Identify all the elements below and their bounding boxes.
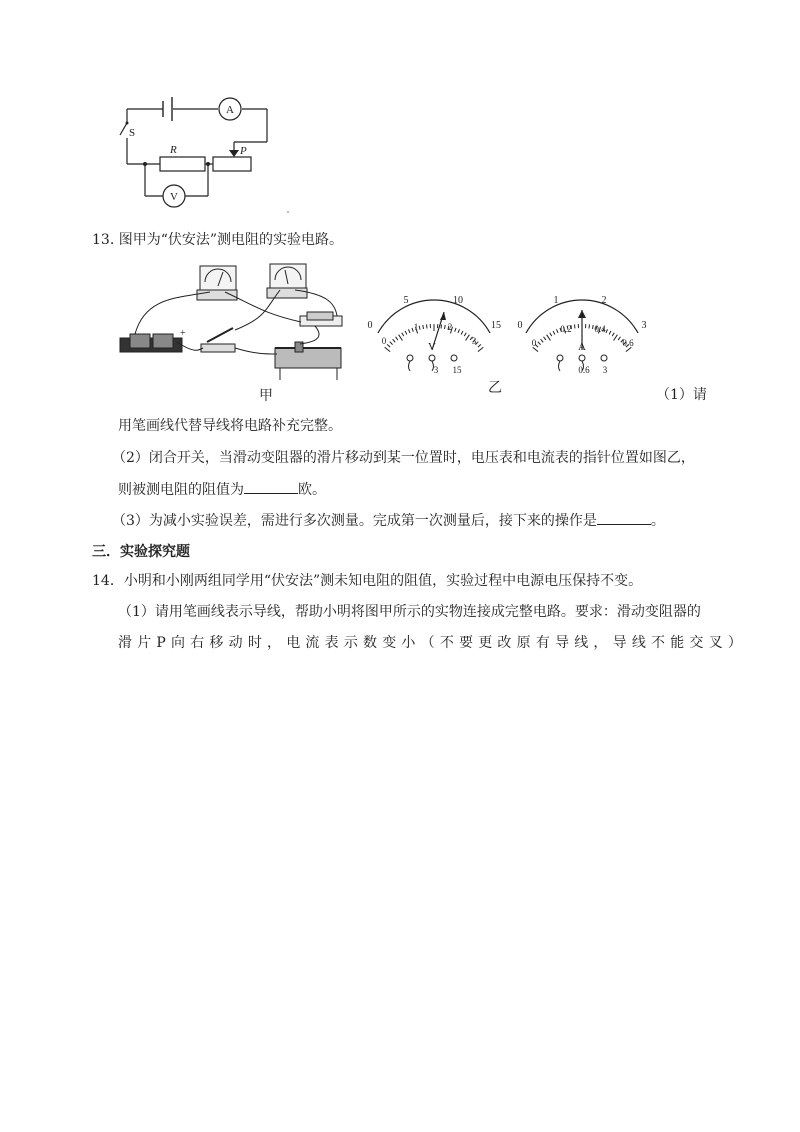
dial-tick [614,335,618,341]
dial-tick [399,335,403,341]
ammeter-dial [508,288,658,380]
q14-number: 14． [92,573,124,589]
v-terminal-15: 15 [452,365,462,375]
q13-part2-line2 [118,479,326,500]
dial-tick [390,342,393,345]
dial-tick [419,326,420,330]
a-unit: A [578,341,586,353]
dial-tick [408,329,410,333]
dial-tick [550,333,552,336]
q13-part3-post: 。 [650,513,665,529]
dial-tick [458,329,460,333]
a-outer-0: 0 [517,320,523,331]
q14-stem: 小明和小刚两组同学用“伏安法”测未知电阻的阻值，实验过程中电源电压保持不变。 [123,573,643,589]
switch-label: S [129,127,136,139]
q13-part2-pre: 则被测电阻的阻值为 [118,482,244,498]
dial-tick [606,329,608,333]
dial-tick [544,337,546,340]
resistor-r [160,157,205,171]
a-inner-0: 0 [531,338,537,348]
v-inner-2: 2 [447,322,453,332]
figure-yi-label: 乙 [488,380,502,396]
dial-tick [393,339,396,342]
v-outer-0: 0 [367,320,373,331]
answer-blank-operation[interactable] [597,510,651,525]
voltmeter-label: V [170,191,178,203]
dial-tick [547,335,551,341]
dial-tick [464,333,466,336]
v-inner-3: 3 [471,336,477,346]
dial-tick [553,331,555,335]
a-inner-04: 0.4 [594,324,606,334]
figure-jia-label: 甲 [259,388,273,404]
v-outer-5: 5 [403,295,409,306]
slider-label: P [240,145,247,157]
answer-blank-resistance[interactable] [244,479,298,494]
dial-tick [405,331,407,335]
dial-tick [402,333,404,336]
dial-tick [541,339,544,342]
section-title: 三．实验探究题 [92,544,190,560]
dial-tick [478,344,481,347]
scan-speck [287,211,289,213]
v-inner-1: 1 [413,322,419,332]
a-terminal-06: 0.6 [578,365,590,375]
q13-stem-line [92,230,343,250]
dial-tick [478,347,483,351]
rheostat [213,157,251,171]
v-unit: V [428,341,436,353]
dial-tick [445,325,446,329]
dial-tick [466,335,470,341]
dial-tick [423,325,424,329]
a-outer-3: 3 [641,320,647,331]
dial-tick [609,331,611,335]
q14-stem-line [92,571,642,591]
dial-tick [612,333,614,336]
ammeter-label: A [226,104,234,116]
q13-part1-cont: 用笔画线代替导线将电路补充完整。 [118,418,342,434]
v-terminal-3: 3 [433,365,439,375]
dial-tick [593,325,594,329]
v-outer-15: 15 [491,320,501,331]
v-inner-0: 0 [381,336,387,346]
q13-part3-pre: （3）为减小实验误差，需进行多次测量。完成第一次测量后，接下来的操作是 [112,513,597,529]
dial-tick [385,347,390,351]
dial-tick [461,331,463,335]
a-outer-1: 1 [553,295,559,306]
v-outer-10: 10 [453,295,463,306]
q13-part2-line1: （2）闭合开关，当滑动变阻器的滑片移动到某一位置时，电压表和电流表的指针位置如图乙， [112,450,695,466]
apparatus-figure [115,258,355,386]
dial-tick [538,342,541,345]
dial-tick [387,344,390,347]
dial-tick [396,337,398,340]
a-terminal-3: 3 [602,365,608,375]
q14-part1-line2: 滑片P向右移动时，电流表示数变小（不要更改原有导线，导线不能交叉） [118,635,748,651]
q13-part1-tail: （1）请 [656,387,707,403]
resistor-label: R [170,144,177,156]
circuit-diagram [110,92,280,214]
a-inner-06: 0.6 [622,338,634,348]
q13-part3-line [112,510,665,531]
dial-tick [556,329,558,333]
q13-stem: 图甲为“伏安法”测电阻的实验电路。 [118,232,344,248]
battery-plus: + [180,328,186,339]
q13-part2-post: 欧。 [298,482,326,498]
q14-part1-line1: （1）请用笔画线表示导线，帮助小明将图甲所示的实物连接成完整电路。要求：滑动变阻器的 [118,604,701,620]
q13-number: 13. [92,232,115,248]
a-outer-2: 2 [601,295,607,306]
dial-tick [618,337,620,340]
dial-tick [455,328,456,332]
a-inner-02: 0.2 [560,324,572,334]
voltmeter-dial [360,288,510,380]
